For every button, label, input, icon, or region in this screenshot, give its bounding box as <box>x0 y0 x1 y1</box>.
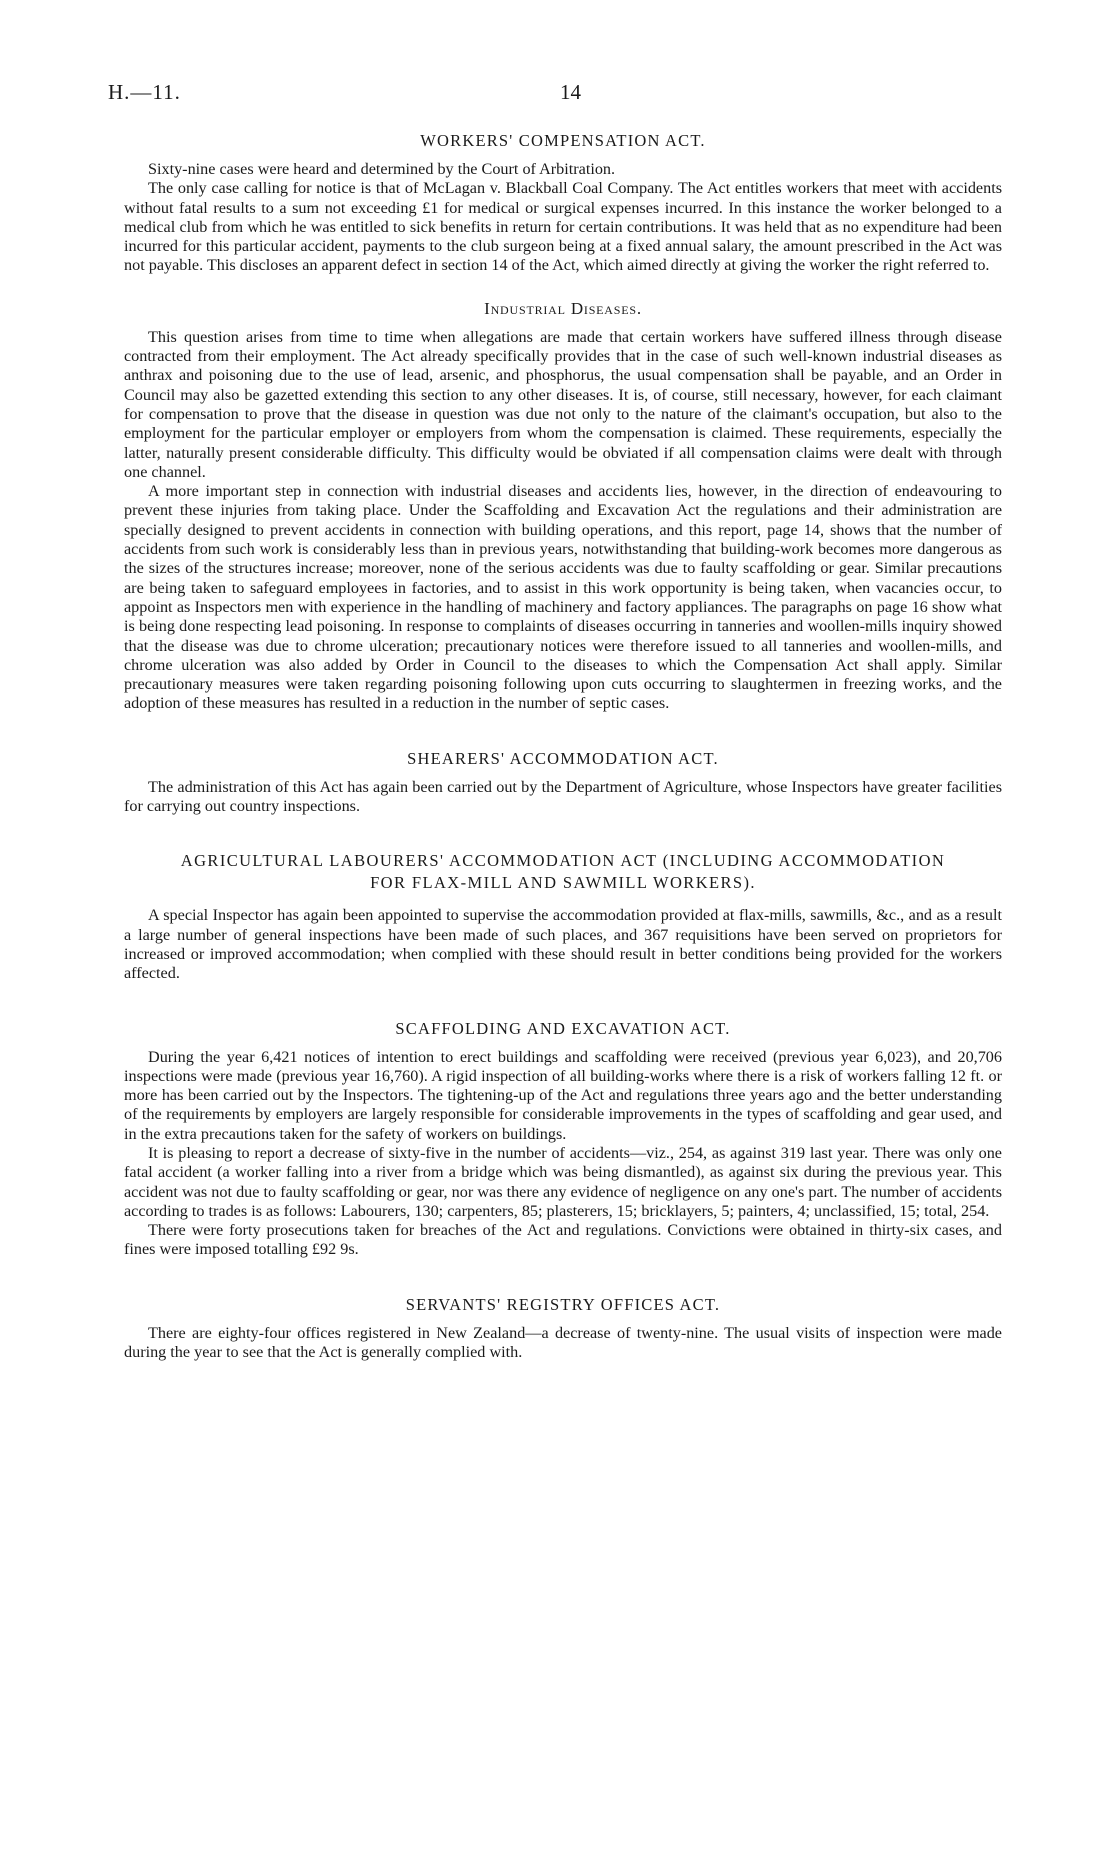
section-heading: SCAFFOLDING AND EXCAVATION ACT. <box>395 1018 731 1038</box>
sub-heading: Industrial Diseases. <box>484 298 642 318</box>
paragraph: It is pleasing to report a decrease of sixty-five in the number of accidents—viz., 254, as against 319 last year. There was only one fatal accident (a worker falling into a river from a bridge which was being dismantled), as against six during the previous year. This accident was not due to faulty scaffolding or gear, nor was there any evidence of negligence on any one's part. The number of accidents according to trades is as follows: Labourers, 130; carpenters, 85; plasterers, 15; bricklayers, 5; painters, 4; unclassified, 15; total, 254. <box>124 1143 1002 1220</box>
section-shearers-accommodation <box>124 748 1002 817</box>
section-workers-compensation <box>124 130 1002 276</box>
heading-line-2: FOR FLAX-MILL AND SAWMILL WORKERS). <box>370 873 756 893</box>
section-servants-registry <box>124 1294 1002 1363</box>
heading-line-1: AGRICULTURAL LABOURERS' ACCOMMODATION ACT (INCLUDING ACCOMMODATION <box>180 851 946 871</box>
paragraph: Sixty-nine cases were heard and determined by the Court of Arbitration. <box>148 160 616 178</box>
page-header <box>108 80 1008 110</box>
paragraph: A more important step in connection with industrial diseases and accidents lies, however, in the direction of endeavouring to prevent these injuries from taking place. Under the Scaffolding and Excavation Act the regulations and their administration are specially designed to prevent accidents in connection with building operations, and this report, page 14, shows that the number of accidents from such work is considerably less than in previous years, notwithstanding that building-work becomes more dangerous as the sizes of the structures increase; moreover, none of the serious accidents was due to faulty scaffolding or gear. Similar precautions are being taken to safeguard employees in factories, and to assist in this work opportunity is being taken, when vacancies occur, to appoint as Inspectors men with experience in the handling of machinery and factory appliances. The paragraphs on page 16 show what is being done respecting lead poisoning. In response to complaints of diseases occurring in tanneries and woollen-mills inquiry showed that the disease was due to chrome ulceration; precautionary notices were therefore issued to all tanneries and woollen-mills, and chrome ulceration was also added by Order in Council to the diseases to which the Compensation Act shall apply. Similar precautionary measures were taken regarding poisoning following upon cuts occurring to slaughtermen in freezing works, and the adoption of these measures has resulted in a reduction in the number of septic cases. <box>124 482 1002 713</box>
section-heading: SHEARERS' ACCOMMODATION ACT. <box>407 748 719 768</box>
section-heading: WORKERS' COMPENSATION ACT. <box>420 131 706 150</box>
paragraph: The only case calling for notice is that of McLagan v. Blackball Coal Company. The Act entitles workers that meet with accidents without fatal results to a sum not exceeding £1 for medical or surgical expenses incurred. In this instance the worker belonged to a medical club from which he was entitled to sick benefits in return for certain contributions. It was held that as no expenditure had been incurred for this particular accident, payments to the club surgeon being at a fixed annual salary, the amount prescribed in the Act was not payable. This discloses an apparent defect in section 14 of the Act, which aimed directly at giving the worker the right referred to. <box>124 179 1002 275</box>
section-heading: SERVANTS' REGISTRY OFFICES ACT. <box>405 1294 721 1314</box>
paragraph: This question arises from time to time when allegations are made that certain workers have suffered illness through disease contracted from their employment. The Act already specifically provides that in the case of such well-known industrial diseases as anthrax and poisoning due to the use of lead, arsenic, and phosphorus, the usual compensation shall be payable, and an Order in Council may also be gazetted extending this section to any other diseases. It is, of course, still necessary, however, for each claimant for compensation to prove that the disease in question was due not only to the nature of the claimant's occupation, but also to the employment for the particular employer or employers from whom the compensation is claimed. These requirements, especially the latter, naturally present considerable difficulty. This difficulty would be obviated if all compensation claims were dealt with through one channel. <box>124 327 1002 481</box>
paragraph: During the year 6,421 notices of intention to erect buildings and scaffolding were received (previous year 6,023), and 20,706 inspections were made (previous year 16,760). A rigid inspection of all building-works where there is a risk of workers falling 12 ft. or more has been carried out by the Inspectors. The tightening-up of the Act and regulations three years ago and the better understanding of the requirements by employers are largely responsible for considerable improvements in the types of scaffolding and gear used, and in the extra precautions taken for the safety of workers on buildings. <box>124 1047 1002 1143</box>
paragraph: There were forty prosecutions taken for breaches of the Act and regulations. Convictions were obtained in thirty-six cases, and fines were imposed totalling £92 9s. <box>124 1221 1002 1259</box>
paragraph: The administration of this Act has again been carried out by the Department of Agriculture, whose Inspectors have greater facilities for carrying out country inspections. <box>124 777 1002 816</box>
section-scaffolding-excavation <box>124 1018 1002 1260</box>
paragraph: There are eighty-four offices registered in New Zealand—a decrease of twenty-nine. The usual visits of inspection were made during the year to see that the Act is generally complied with. <box>124 1323 1002 1362</box>
page-content <box>124 130 1002 1384</box>
document-reference: H.—11. <box>108 80 181 104</box>
page-number: 14 <box>560 80 581 104</box>
paragraph: A special Inspector has again been appointed to supervise the accommodation provided at flax-mills, sawmills, &c., and as a result a large number of general inspections have been made of such places, and 367 requisitions have been served on proprietors for increased or improved accommodation; when complied with these should result in better conditions being provided for the workers affected. <box>124 906 1002 983</box>
section-heading <box>124 850 1002 894</box>
section-agricultural-labourers <box>124 850 1002 983</box>
section-industrial-diseases <box>124 298 1002 714</box>
